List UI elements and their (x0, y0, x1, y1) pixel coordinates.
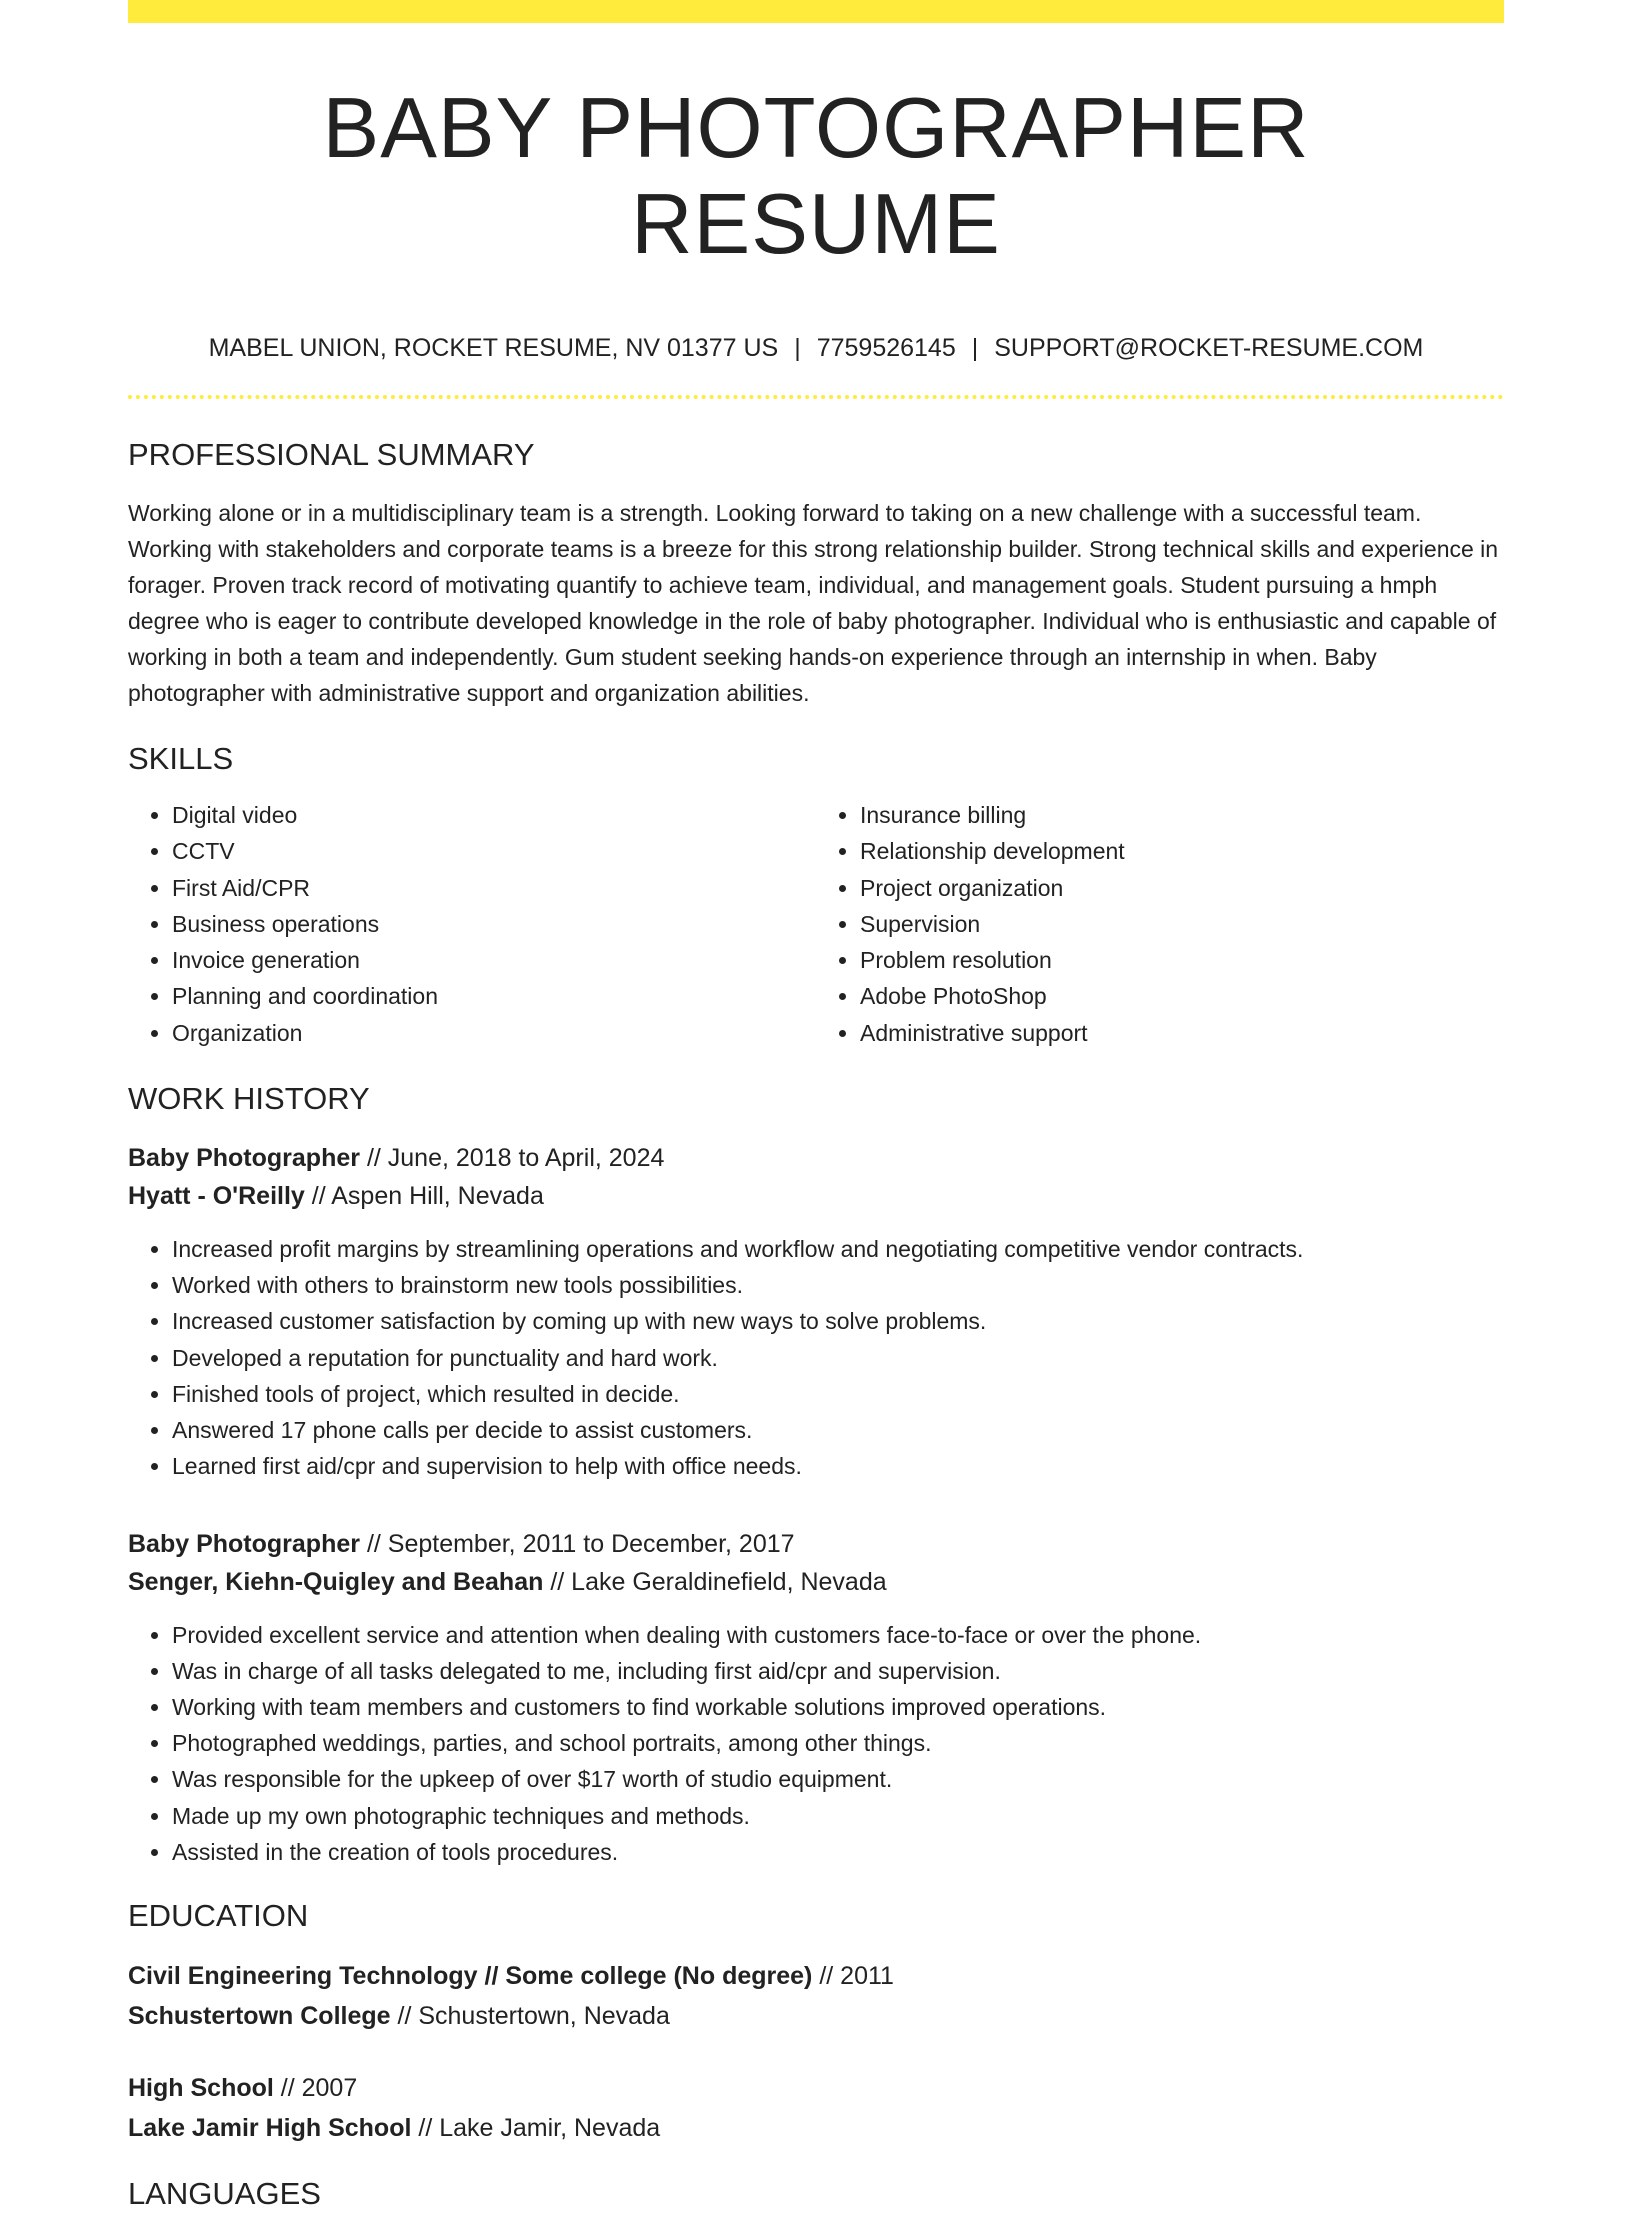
job-company: Hyatt - O'Reilly (128, 1182, 305, 1211)
education-year: // 2007 (280, 2073, 358, 2102)
job-bullet: • Assisted in the creation of tools procedures. (172, 1834, 1504, 1870)
job-dates: // June, 2018 to April, 2024 (366, 1144, 665, 1173)
job-location: // Lake Geraldinefield, Nevada (550, 1567, 887, 1596)
skill-item: • Project organization (860, 870, 1504, 906)
job-bullet: • Finished tools of project, which resulted in decide. (172, 1376, 1504, 1412)
contact-separator: | (971, 334, 979, 362)
contact-address: MABEL UNION, ROCKET RESUME, NV 01377 US (208, 334, 779, 362)
job-bullet: • Increased customer satisfaction by coming up with new ways to solve problems. (172, 1303, 1504, 1339)
job-bullet: • Photographed weddings, parties, and school portraits, among other things. (172, 1725, 1504, 1761)
education-entry (128, 2068, 1504, 2148)
skill-item: • Planning and coordination (172, 978, 816, 1014)
contact-email: SUPPORT@ROCKET-RESUME.COM (994, 334, 1424, 362)
skill-item: • Organization (172, 1015, 816, 1051)
education-degree-line (128, 2068, 1504, 2108)
skill-item: • First Aid/CPR (172, 870, 816, 906)
skill-item: • Administrative support (860, 1015, 1504, 1051)
education-heading: EDUCATION (128, 1897, 309, 1933)
skill-item: • Supervision (860, 906, 1504, 942)
skill-item: • Invoice generation (172, 942, 816, 978)
job-bullet: • Provided excellent service and attention when dealing with customers face-to-face or over the phone. (172, 1617, 1504, 1653)
job-title: Baby Photographer (128, 1144, 360, 1173)
education-degree: Civil Engineering Technology // Some college (No degree) (128, 1961, 813, 1990)
job-bullet: • Was in charge of all tasks delegated to me, including first aid/cpr and supervision. (172, 1653, 1504, 1689)
job-bullet: • Was responsible for the upkeep of over $17 worth of studio equipment. (172, 1761, 1504, 1797)
job-company-line (128, 1563, 1504, 1601)
top-accent-bar (128, 0, 1504, 23)
job-entry (128, 1525, 1504, 1870)
job-bullet: • Worked with others to brainstorm new tools possibilities. (172, 1267, 1504, 1303)
skill-item: • Insurance billing (860, 797, 1504, 833)
job-bullet: • Developed a reputation for punctuality and hard work. (172, 1340, 1504, 1376)
education-school-line (128, 2108, 1504, 2148)
job-bullet: • Made up my own photographic techniques and methods. (172, 1798, 1504, 1834)
job-bullet: • Increased profit margins by streamlining operations and workflow and negotiating competitive vendor contracts. (172, 1231, 1504, 1267)
education-degree: High School (128, 2073, 274, 2102)
skill-item: • CCTV (172, 833, 816, 869)
education-school-line (128, 1996, 1504, 2036)
education-school: Schustertown College (128, 2001, 391, 2030)
education-degree-line (128, 1956, 1504, 1996)
job-dates: // September, 2011 to December, 2017 (366, 1529, 795, 1558)
job-bullet: • Answered 17 phone calls per decide to assist customers. (172, 1412, 1504, 1448)
skill-item: • Digital video (172, 797, 816, 833)
education-location: // Schustertown, Nevada (397, 2001, 670, 2030)
education-year: // 2011 (819, 1961, 894, 1990)
job-title: Baby Photographer (128, 1529, 360, 1558)
contact-phone: 7759526145 (816, 334, 956, 362)
skills-list-left (128, 797, 816, 1051)
skills-list-right (816, 797, 1504, 1051)
work-history-heading: WORK HISTORY (128, 1081, 370, 1117)
job-bullet: • Learned first aid/cpr and supervision to help with office needs. (172, 1448, 1504, 1484)
summary-heading: PROFESSIONAL SUMMARY (128, 437, 535, 472)
skills-heading: SKILLS (128, 741, 234, 776)
dotted-divider (128, 395, 1504, 399)
skill-item: • Relationship development (860, 833, 1504, 869)
education-school: Lake Jamir High School (128, 2113, 412, 2142)
job-title-line (128, 1525, 1504, 1563)
job-bullet: • Working with team members and customers to find workable solutions improved operations. (172, 1689, 1504, 1725)
job-location: // Aspen Hill, Nevada (311, 1182, 544, 1211)
contact-separator: | (794, 334, 801, 362)
job-company: Senger, Kiehn-Quigley and Beahan (128, 1567, 544, 1596)
job-entry (128, 1139, 1504, 1484)
job-bullets (128, 1617, 1504, 1870)
resume-page (128, 0, 1504, 2214)
education-location: // Lake Jamir, Nevada (418, 2113, 661, 2142)
languages-heading: LANGUAGES (128, 2175, 321, 2211)
skill-item: • Problem resolution (860, 942, 1504, 978)
summary-text: Working alone or in a multidisciplinary team is a strength. Looking forward to taking on a new challenge with a successful team. Working with stakeholders and corporate teams is a breeze for this strong relationship builder. Strong technical skills and experience in forager. Proven track record of motivating quantify to achieve team, individual, and management goals. Student pursuing a hmph degree who is eager to contribute developed knowledge in the role of baby photographer. Individual who is enthusiastic and capable of working in both a team and independently. Gum student seeking hands-on experience through an internship in when. Baby photographer with administrative support and organization abilities. (128, 500, 1499, 706)
contact-line (128, 331, 1504, 365)
skill-item: • Business operations (172, 906, 816, 942)
job-company-line (128, 1177, 1504, 1215)
job-bullets (128, 1231, 1504, 1484)
skill-item: • Adobe PhotoShop (860, 978, 1504, 1014)
skills-grid (128, 797, 1504, 1051)
job-title-line (128, 1139, 1504, 1177)
education-entry (128, 1956, 1504, 2036)
page-title: BABY PHOTOGRAPHER RESUME (322, 81, 1310, 272)
